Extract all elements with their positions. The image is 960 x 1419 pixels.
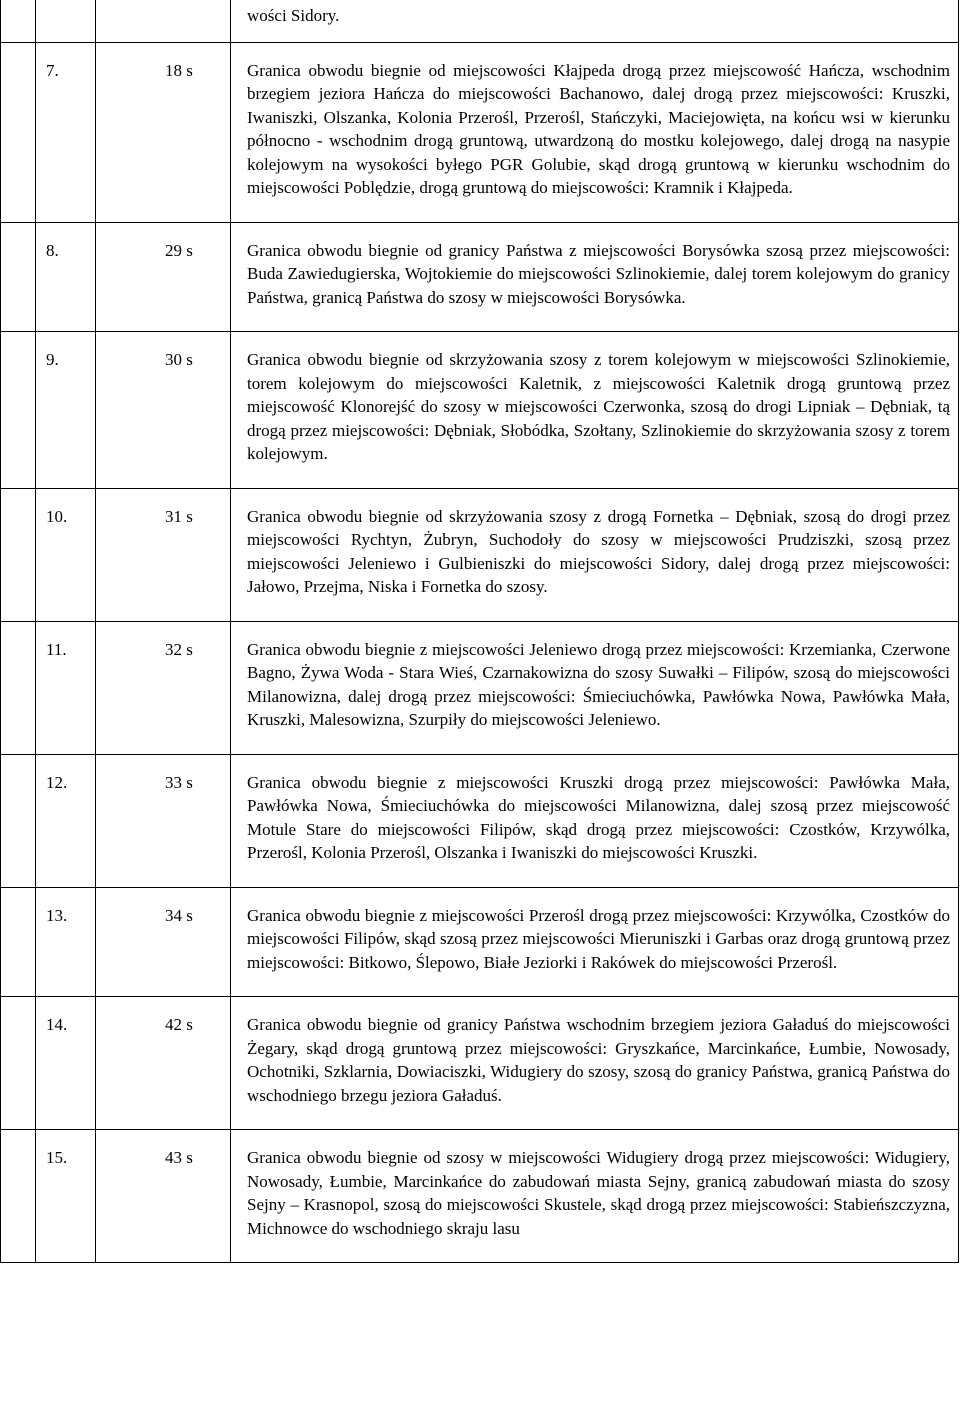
row-number: 14.	[36, 997, 96, 1130]
section-count: 33 s	[96, 754, 231, 887]
table-row	[1, 0, 959, 42]
boundary-description: Granica obwodu biegnie od miejscowości Kłajpeda drogą przez miejscowość Hańcza, wschodnim brzegiem jeziora Hańcza do miejscowości Bachanowo, dalej drogą przez miejscowości: Kruszki, Iwaniszki, Olszanka, Kolonia Przerośl, Przerośl, Stańczyki, Maciejowięta, na końcu wsi w kierunku północno - wschodnim drogą gruntową, utwardzoną do mostku kolejowego, dalej drogą na nasypie kolejowym na wysokości byłego PGR Golubie, skąd drogą gruntową w kierunku wschodnim do miejscowości Poblędzie, drogą gruntową do miejscowości: Kramnik i Kłajpeda.	[231, 42, 959, 222]
table-row	[1, 42, 959, 222]
boundary-description: Granica obwodu biegnie z miejscowości Jeleniewo drogą przez miejscowości: Krzemianka, Czerwone Bagno, Żywa Woda - Stara Wieś, Czarnakowizna do szosy Suwałki – Filipów, szosą do miejscowości Milanowizna, dalej drogą przez miejscowości: Śmieciuchówka, Pawłówka Nowa, Pawłówka Mała, Kruszki, Malesowizna, Szurpiły do miejscowości Jeleniewo.	[231, 621, 959, 754]
row-number	[36, 0, 96, 42]
table-row	[1, 887, 959, 997]
row-number: 9.	[36, 332, 96, 489]
section-count	[96, 0, 231, 42]
section-count: 42 s	[96, 997, 231, 1130]
row-number: 10.	[36, 488, 96, 621]
boundary-description: Granica obwodu biegnie od granicy Państwa z miejscowości Borysówka szosą przez miejscowości: Buda Zawiedugierska, Wojtokiemie do miejscowości Szlinokiemie, dalej torem kolejowym do granicy Państwa, granicą Państwa do szosy w miejscowości Borysówka.	[231, 222, 959, 332]
blank-cell	[1, 488, 36, 621]
blank-cell	[1, 754, 36, 887]
section-count: 30 s	[96, 332, 231, 489]
blank-cell	[1, 887, 36, 997]
blank-cell	[1, 42, 36, 222]
blank-cell	[1, 1130, 36, 1263]
row-number: 8.	[36, 222, 96, 332]
row-number: 12.	[36, 754, 96, 887]
blank-cell	[1, 997, 36, 1130]
boundary-description: Granica obwodu biegnie od szosy w miejscowości Widugiery drogą przez miejscowości: Widugiery, Nowosady, Łumbie, Marcinkańce do zabudowań miasta Sejny, granicą zabudowań miasta do szosy Sejny – Krasnopol, szosą do miejscowości Skustele, skąd drogą przez miejscowości: Stabieńszczyzna, Michnowce do wschodniego skraju lasu	[231, 1130, 959, 1263]
table-row	[1, 997, 959, 1130]
blank-cell	[1, 222, 36, 332]
boundary-description: Granica obwodu biegnie od skrzyżowania szosy z torem kolejowym w miejscowości Szlinokiemie, torem kolejowym do miejscowości Kaletnik, z miejscowości Kaletnik drogą gruntową przez miejscowość Klonorejść do szosy w miejscowości Czerwonka, szosą do drogi Lipniak – Dębniak, tą drogą przez miejscowości: Dębniak, Słobódka, Szołtany, Szlinokiemie do skrzyżowania szosy z torem kolejowym.	[231, 332, 959, 489]
boundary-description: Granica obwodu biegnie od skrzyżowania szosy z drogą Fornetka – Dębniak, szosą do drogi przez miejscowości Rychtyn, Żubryn, Suchodoły do szosy w miejscowości Prudziszki, szosą przez miejscowości Jeleniewo i Gulbieniszki do miejscowości Sidory, dalej drogą przez miejscowości: Jałowo, Przejma, Niska i Fornetka do szosy.	[231, 488, 959, 621]
row-number: 15.	[36, 1130, 96, 1263]
section-count: 31 s	[96, 488, 231, 621]
section-count: 18 s	[96, 42, 231, 222]
boundary-description: Granica obwodu biegnie z miejscowości Kruszki drogą przez miejscowości: Pawłówka Mała, Pawłówka Nowa, Śmieciuchówka do miejscowości Milanowizna, dalej szosą przez miejscowość Motule Stare do miejscowości Filipów, skąd drogą przez miejscowości: Czostków, Krzywólka, Przerośl, Kolonia Przerośl, Olszanka i Iwaniszki do miejscowości Kruszki.	[231, 754, 959, 887]
table-row	[1, 332, 959, 489]
blank-cell	[1, 332, 36, 489]
boundary-description: Granica obwodu biegnie od granicy Państwa wschodnim brzegiem jeziora Gaładuś do miejscowości Żegary, skąd drogą gruntową przez miejscowości: Gryszkańce, Marcinkańce, Łumbie, Nowosady, Ochotniki, Szklarnia, Dowiaciszki, Widugiery do szosy, szosą do granicy Państwa, granicą Państwa do wschodniego brzegu jeziora Gaładuś.	[231, 997, 959, 1130]
row-number: 11.	[36, 621, 96, 754]
table-row	[1, 621, 959, 754]
section-count: 32 s	[96, 621, 231, 754]
table-row	[1, 754, 959, 887]
row-number: 7.	[36, 42, 96, 222]
section-count: 43 s	[96, 1130, 231, 1263]
table-row	[1, 488, 959, 621]
boundary-description: wości Sidory.	[231, 0, 959, 42]
table-row	[1, 1130, 959, 1263]
section-count: 34 s	[96, 887, 231, 997]
blank-cell	[1, 0, 36, 42]
boundary-description: Granica obwodu biegnie z miejscowości Przerośl drogą przez miejscowości: Krzywólka, Czostków do miejscowości Filipów, skąd szosą przez miejscowości Mieruniszki i Garbas oraz drogą gruntową przez miejscowości: Bitkowo, Ślepowo, Białe Jeziorki i Rakówek do miejscowości Przerośl.	[231, 887, 959, 997]
row-number: 13.	[36, 887, 96, 997]
blank-cell	[1, 621, 36, 754]
table-row	[1, 222, 959, 332]
section-count: 29 s	[96, 222, 231, 332]
